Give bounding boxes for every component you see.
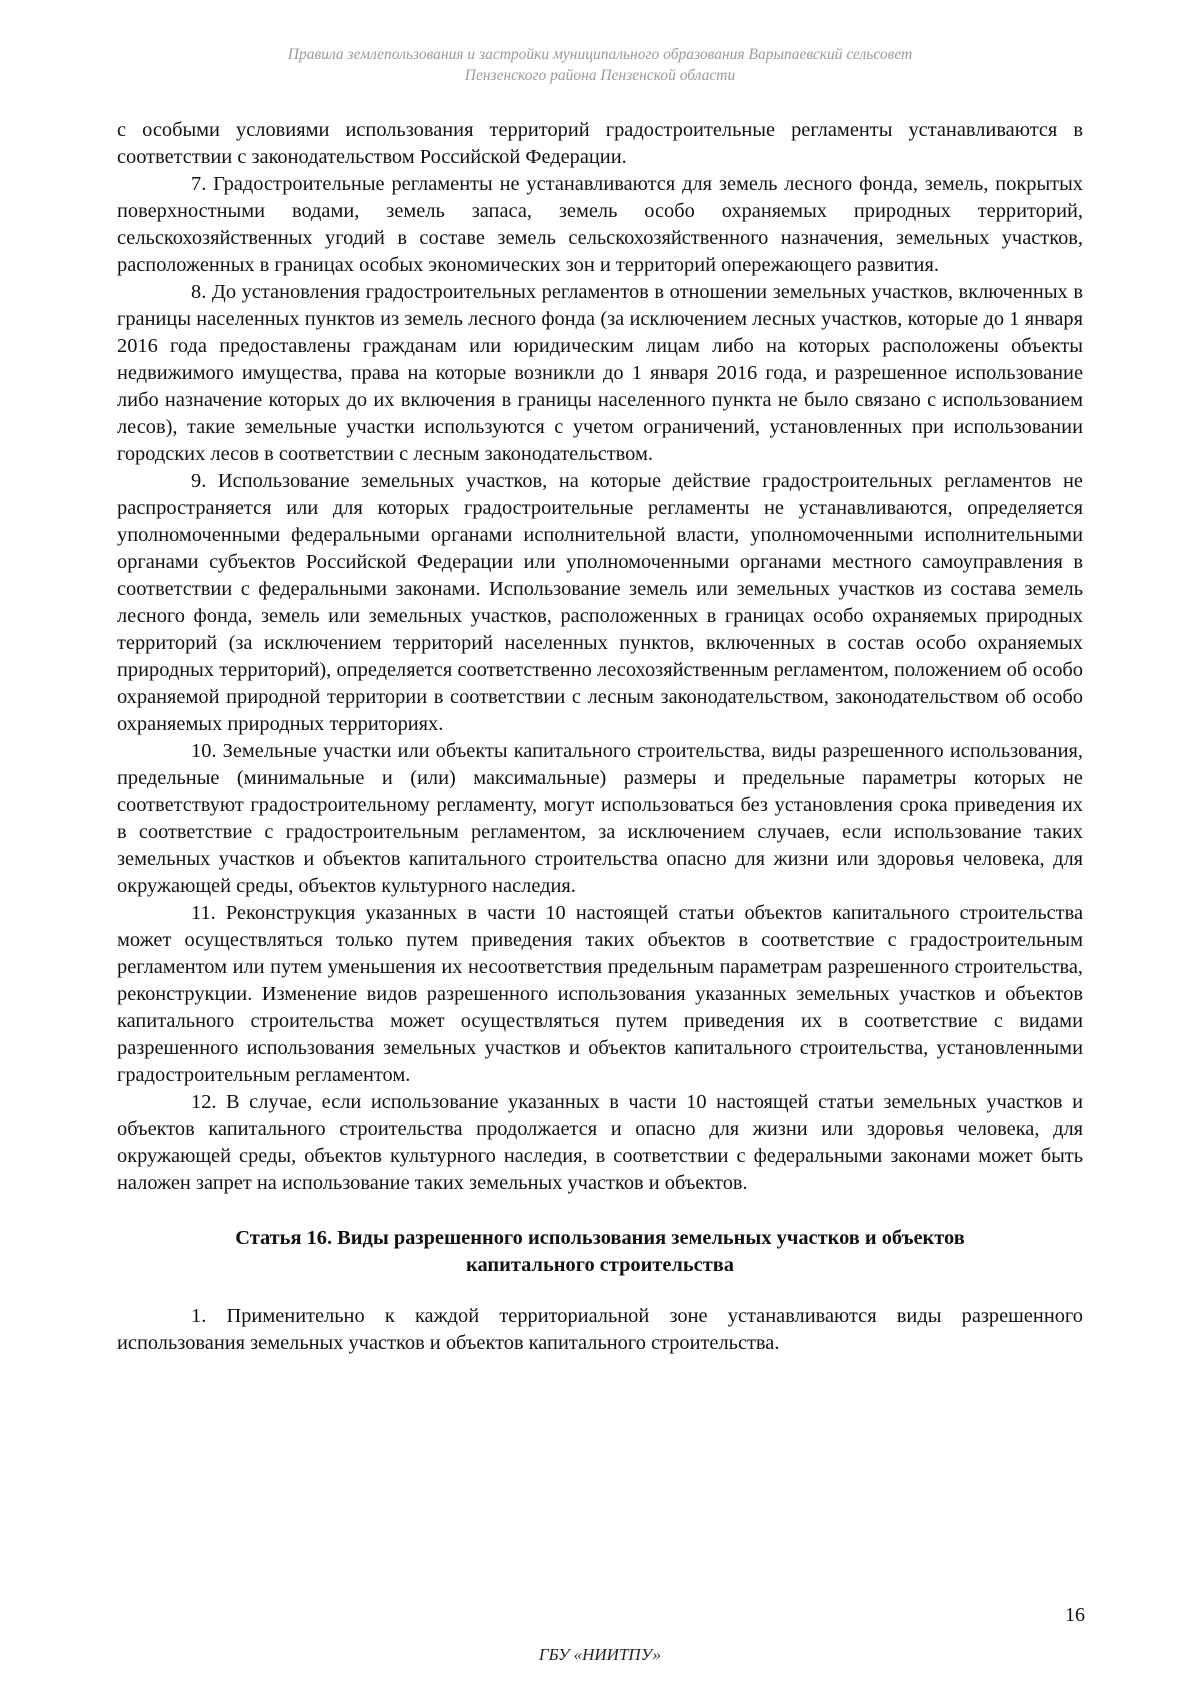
paragraph-continuation: с особыми условиями использования территорий градостроительные регламенты устанавливаются в соответствии с законодательством Российской Федерации. bbox=[117, 119, 1083, 168]
running-header-line-1: Правила землепользования и застройки муниципального образования Варыпаевский сельсовет bbox=[287, 46, 913, 63]
running-header-line-2: Пензенского района Пензенской области bbox=[464, 67, 736, 84]
paragraph-11: 11. Реконструкция указанных в части 10 настоящей статьи объектов капитального строительства может осуществляться только путем приведения таких объектов в соответствие с градостроительным регламентом или путем уменьшения их несоответствия предельным параметрам разрешенного строительства, реконструкции. Изменение видов разрешенного использования указанных земельных участков и объектов капитального строительства может осуществляться путем приведения их в соответствие с видами разрешенного использования земельных участков и объектов капитального строительства, установленными градостроительным регламентом. bbox=[117, 902, 1083, 1086]
article-16-heading bbox=[117, 1225, 1083, 1279]
paragraph-8: 8. До установления градостроительных регламентов в отношении земельных участков, включенных в границы населенных пунктов из земель лесного фонда (за исключением лесных участков, которые до 1 января 2016 года предоставлены гражданам или юридическим лицам либо на которых расположены объекты недвижимого имущества, права на которые возникли до 1 января 2016 года, и разрешенное использование либо назначение которых до их включения в границы населенного пункта не было связано с использованием лесов), такие земельные участки используются с учетом ограничений, установленных при использовании городских лесов в соответствии с лесным законодательством. bbox=[117, 281, 1083, 465]
article-16-heading-line-1: Статья 16. Виды разрешенного использования земельных участков и объектов bbox=[235, 1227, 965, 1249]
document-body bbox=[117, 117, 1083, 1357]
paragraph-12: 12. В случае, если использование указанных в части 10 настоящей статьи земельных участков и объектов капитального строительства продолжается и опасно для жизни или здоровья человека, для окружающей среды, объектов культурного наследия, в соответствии с федеральными законами может быть наложен запрет на использование таких земельных участков и объектов. bbox=[117, 1091, 1083, 1194]
running-header bbox=[150, 44, 1050, 86]
article-16-heading-line-2: капитального строительства bbox=[466, 1254, 734, 1276]
paragraph-10: 10. Земельные участки или объекты капитального строительства, виды разрешенного использования, предельные (минимальные и (или) максимальные) размеры и предельные параметры которых не соответствуют градостроительному регламенту, могут использоваться без установления срока приведения их в соответствие с градостроительным регламентом, за исключением случаев, если использование таких земельных участков и объектов капитального строительства опасно для жизни или здоровья человека, для окружающей среды, объектов культурного наследия. bbox=[117, 740, 1083, 897]
article-16-paragraph-1: 1. Применительно к каждой территориальной зоне устанавливаются виды разрешенного использования земельных участков и объектов капитального строительства. bbox=[117, 1305, 1083, 1354]
running-footer: ГБУ «НИИТПУ» bbox=[538, 1645, 662, 1664]
paragraph-7: 7. Градостроительные регламенты не устанавливаются для земель лесного фонда, земель, покрытых поверхностными водами, земель запаса, земель особо охраняемых природных территорий, сельскохозяйственных угодий в составе земель сельскохозяйственного назначения, земельных участков, расположенных в границах особых экономических зон и территорий опережающего развития. bbox=[117, 173, 1083, 276]
page-number: 16 bbox=[1065, 1604, 1085, 1626]
paragraph-9: 9. Использование земельных участков, на которые действие градостроительных регламентов не распространяется или для которых градостроительные регламенты не устанавливаются, определяется уполномоченными федеральными органами исполнительной власти, уполномоченными исполнительными органами субъектов Российской Федерации или уполномоченными органами местного самоуправления в соответствии с федеральными законами. Использование земель или земельных участков из состава земель лесного фонда, земель или земельных участков, расположенных в границах особо охраняемых природных территорий (за исключением территорий населенных пунктов, включенных в состав особо охраняемых природных территорий), определяется соответственно лесохозяйственным регламентом, положением об особо охраняемой природной территории в соответствии с лесным законодательством, законодательством об особо охраняемых природных территориях. bbox=[117, 470, 1083, 735]
